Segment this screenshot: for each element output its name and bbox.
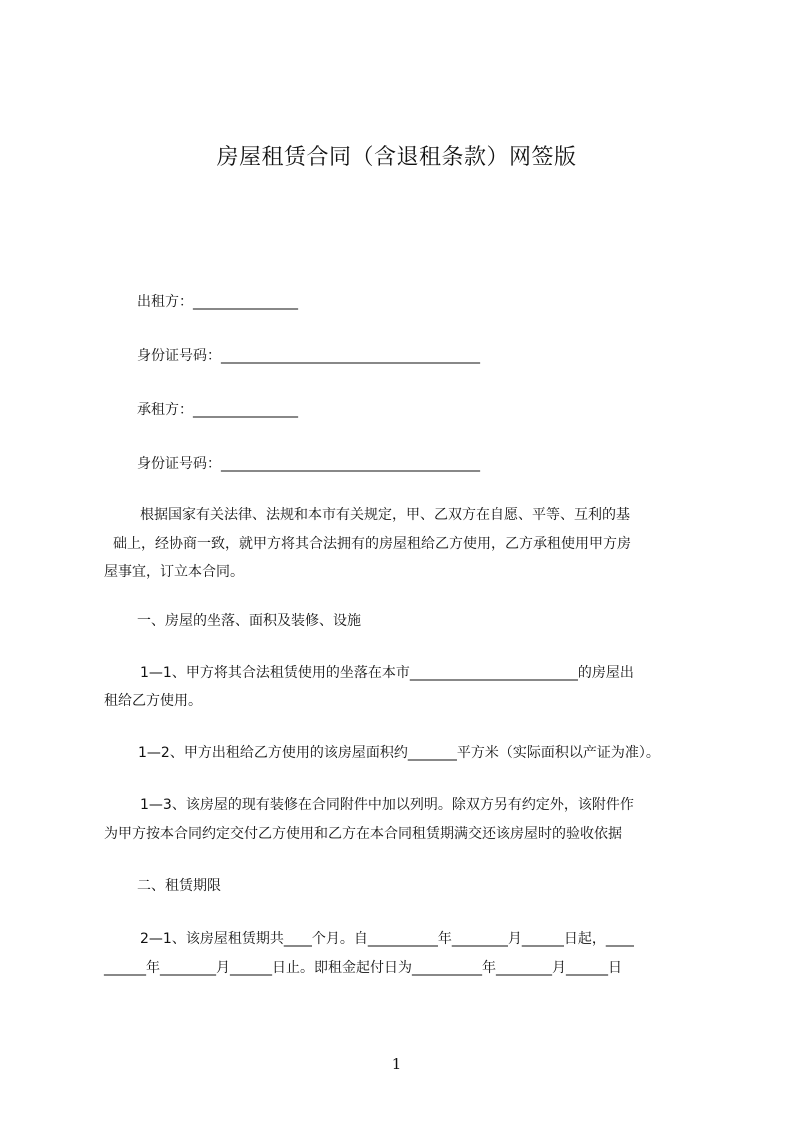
clause-1-1-line-2: 租给乙方使用。 <box>104 693 202 709</box>
preamble-line-2: 础上，经协商一致，就甲方将其合法拥有的房屋租给乙方使用，乙方承租使用甲方房 <box>113 536 631 552</box>
preamble-line-1: 根据国家有关法律、法规和本市有关规定，甲、乙双方在自愿、平等、互利的基 <box>140 507 630 523</box>
clause-2-1-line-1: 2—1、该房屋租赁期共____个月。自__________年________月______日起，____ <box>140 931 634 947</box>
lessee-line: 承租方：_______________ <box>137 402 298 418</box>
clause-1-3-line-2: 为甲方按本合同约定交付乙方使用和乙方在本合同租赁期满交还该房屋时的验收依据 <box>104 826 622 842</box>
lessee-id-line: 身份证号码：_____________________________________ <box>137 456 480 472</box>
lessor-line: 出租方：_______________ <box>137 294 298 310</box>
section-2-heading: 二、租赁期限 <box>137 878 221 894</box>
clause-2-1-line-2: ______年________月______日止。即租金起付日为__________年________月______日 <box>104 960 622 976</box>
preamble-line-3: 屋事宜，订立本合同。 <box>104 564 244 580</box>
lessor-id-line: 身份证号码：_____________________________________ <box>137 348 480 364</box>
page-number: 1 <box>391 1055 402 1073</box>
clause-1-2: 1—2、甲方出租给乙方使用的该房屋面积约_______平方米（实际面积以产证为准）。 <box>138 745 660 761</box>
document-title: 房屋租赁合同（含退租条款）网签版 <box>216 145 577 170</box>
section-1-heading: 一、房屋的坐落、面积及装修、设施 <box>137 613 361 629</box>
clause-1-1-line-1: 1—1、甲方将其合法租赁使用的坐落在本市________________________的房屋出 <box>140 665 634 681</box>
clause-1-3-line-1: 1—3、该房屋的现有装修在合同附件中加以列明。除双方另有约定外，该附件作 <box>140 797 634 813</box>
